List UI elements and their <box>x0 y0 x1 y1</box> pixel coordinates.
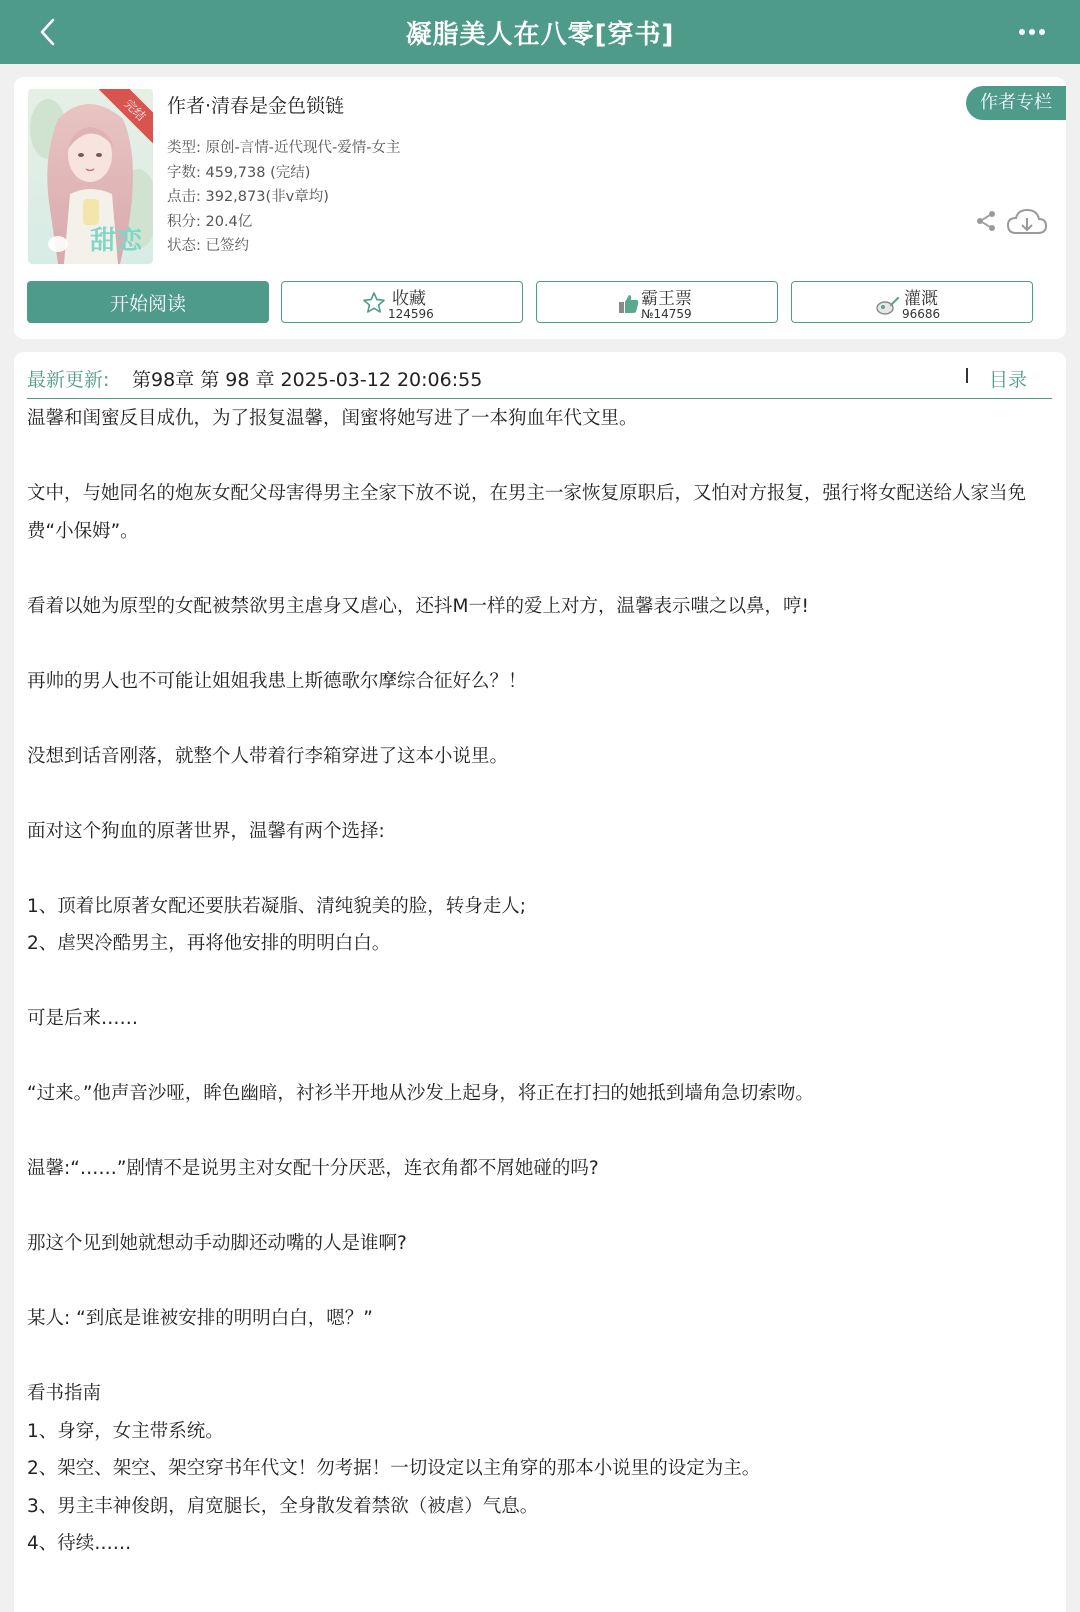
page-title: 凝脂美人在八零[穿书] <box>405 19 675 50</box>
star-icon <box>362 291 386 315</box>
book-description <box>27 400 1047 1563</box>
description-paragraph: 看书指南 <box>27 1383 102 1404</box>
bawang-ticket-button[interactable] <box>536 281 778 323</box>
latest-chapter-link[interactable]: 第98章 第 98 章 2025-03-12 20:06:55 <box>132 369 483 391</box>
description-paragraph: 看着以她为原型的女配被禁欲男主虐身又虐心，还抖M一样的爱上对方，温馨表示嗤之以鼻，哼! <box>27 595 809 617</box>
book-meta <box>167 136 400 259</box>
divider <box>966 368 968 383</box>
watering-can-icon <box>874 291 900 317</box>
irrigate-count: 96686 <box>902 307 941 321</box>
description-paragraph: 某人: “到底是谁被安排的明明白白，嗯？” <box>27 1308 373 1329</box>
description-paragraph: 2、架空、架空、架空穿书年代文！勿考据！一切设定以主角穿的那本小说里的设定为主。 <box>27 1458 761 1479</box>
description-paragraph: 没想到话音刚落，就整个人带着行李箱穿进了这本小说里。 <box>27 745 509 767</box>
start-reading-button[interactable] <box>27 281 269 323</box>
description-paragraph: 1、身穿，女主带系统。 <box>27 1420 224 1442</box>
thumbs-up-icon <box>617 292 641 316</box>
bawang-count: №14759 <box>641 307 692 321</box>
author-column-button[interactable]: 作者专栏 <box>966 86 1066 120</box>
latest-update-bar <box>27 352 1052 399</box>
collect-label: 收藏 <box>392 289 426 309</box>
share-icon[interactable] <box>974 209 998 233</box>
description-paragraph: 面对这个狗血的原著世界，温馨有两个选择: <box>27 820 385 842</box>
collect-count: 124596 <box>388 307 434 321</box>
description-paragraph: 可是后来…… <box>27 1008 139 1029</box>
description-paragraph: “过来。”他声音沙哑，眸色幽暗，衬衫半开地从沙发上起身，将正在打扫的她抵到墙角急切索吻。 <box>27 1083 814 1104</box>
cover-badge: 完结 <box>99 89 153 146</box>
author-name[interactable]: 作者·清春是金色锁链 <box>167 95 345 117</box>
cloud-download-icon[interactable] <box>1006 207 1048 237</box>
table-of-contents-link[interactable]: 目录 <box>989 369 1028 391</box>
book-info-card <box>14 77 1066 339</box>
latest-update-label: 最新更新: <box>27 369 110 391</box>
description-paragraph: 文中，与她同名的炮灰女配父母害得男主全家下放不说，在男主一家恢复原职后，又怕对方报复，强行将女配送给人家当免费“小保姆”。 <box>27 483 1027 542</box>
top-bar <box>0 0 1080 64</box>
more-options-icon[interactable] <box>1012 20 1052 44</box>
description-paragraph: 3、男主丰神俊朗，肩宽腿长，全身散发着禁欲（被虐）气息。 <box>27 1495 539 1517</box>
meta-type: 类型: 原创-言情-近代现代-爱情-女主 <box>167 140 401 156</box>
description-card <box>14 352 1066 1612</box>
meta-words: 字数: 459,738 (完结) <box>167 164 311 181</box>
description-paragraph: 那这个见到她就想动手动脚还动嘴的人是谁啊? <box>27 1233 407 1254</box>
svg-text:甜恋: 甜恋 <box>90 226 143 256</box>
description-paragraph: 1、顶着比原著女配还要肤若凝脂、清纯貌美的脸，转身走人; <box>27 895 527 917</box>
description-paragraph: 2、虐哭冷酷男主，再将他安排的明明白白。 <box>27 933 391 954</box>
meta-score: 积分: 20.4亿 <box>167 213 253 230</box>
bawang-label: 霸王票 <box>641 289 692 309</box>
meta-clicks: 点击: 392,873(非v章均) <box>167 189 329 205</box>
description-paragraph: 再帅的男人也不可能让姐姐我患上斯德歌尔摩综合征好么？！ <box>27 670 527 692</box>
description-paragraph: 温馨和闺蜜反目成仇，为了报复温馨，闺蜜将她写进了一本狗血年代文里。 <box>27 408 638 429</box>
irrigate-label: 灌溉 <box>904 289 938 309</box>
description-paragraph: 温馨:“……”剧情不是说男主对女配十分厌恶，连衣角都不屑她碰的吗? <box>27 1158 599 1179</box>
collect-button[interactable] <box>281 281 523 323</box>
back-arrow-icon[interactable] <box>34 14 64 50</box>
book-cover[interactable] <box>28 89 153 264</box>
description-paragraph: 4、待续…… <box>27 1533 132 1554</box>
meta-status: 状态: 已签约 <box>167 238 249 254</box>
irrigate-button[interactable] <box>791 281 1033 323</box>
start-reading-label: 开始阅读 <box>109 292 186 315</box>
